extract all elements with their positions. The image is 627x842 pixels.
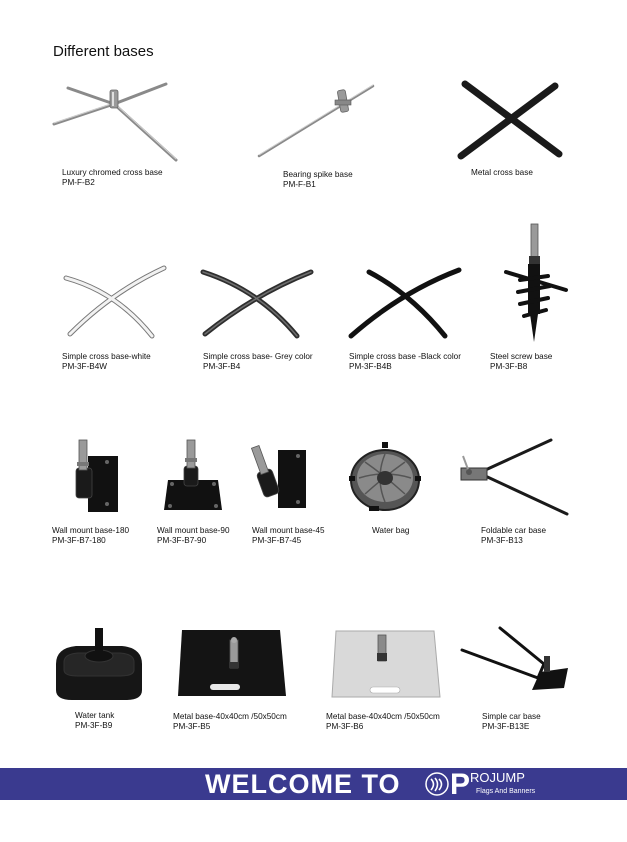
brand-rest: ROJUMP bbox=[470, 770, 525, 785]
bearing-spike-base-image bbox=[255, 80, 380, 160]
caption-foldable-car-base: Foldable car base PM-3F-B13 bbox=[481, 526, 547, 545]
foldable-car-base-image bbox=[455, 434, 575, 519]
simple-cross-base-white-image bbox=[62, 262, 172, 342]
caption-steel-screw-base: Steel screw base PM-3F-B8 bbox=[490, 352, 553, 371]
caption-simple-cross-base-grey: Simple cross base- Grey color PM-3F-B4 bbox=[203, 352, 313, 371]
brand-initial: P bbox=[450, 768, 471, 800]
caption-bearing-spike-base: Bearing spike base PM-F-B1 bbox=[283, 170, 353, 189]
wall-mount-base-45-image bbox=[250, 440, 310, 520]
caption-metal-base-silver: Metal base-40x40cm /50x50cm PM-3F-B6 bbox=[326, 712, 440, 731]
brand-name bbox=[450, 768, 525, 800]
caption-metal-base-black: Metal base-40x40cm /50x50cm PM-3F-B5 bbox=[173, 712, 287, 731]
page-title: Different bases bbox=[53, 43, 154, 60]
wall-mount-base-90-image bbox=[160, 436, 225, 516]
water-tank-image bbox=[52, 626, 147, 704]
welcome-text: WELCOME TO bbox=[205, 769, 401, 799]
simple-cross-base-black-image bbox=[345, 264, 465, 344]
metal-base-black-image bbox=[176, 624, 288, 702]
brand-tagline: Flags And Banners bbox=[476, 788, 536, 795]
caption-simple-car-base: Simple car base PM-3F-B13E bbox=[482, 712, 541, 731]
caption-wall-mount-base-45: Wall mount base-45 PM-3F-B7-45 bbox=[252, 526, 325, 545]
luxury-chromed-cross-base-image bbox=[52, 78, 182, 163]
wall-mount-base-180-image bbox=[62, 436, 122, 516]
caption-simple-cross-base-black: Simple cross base -Black color PM-3F-B4B bbox=[349, 352, 461, 371]
simple-car-base-image bbox=[460, 626, 575, 701]
caption-luxury-chromed-cross-base: Luxury chromed cross base PM-F-B2 bbox=[62, 168, 163, 187]
water-bag-image bbox=[345, 440, 425, 515]
caption-water-tank: Water tank PM-3F-B9 bbox=[75, 711, 115, 730]
projump-logo-icon bbox=[424, 771, 450, 800]
caption-wall-mount-base-180: Wall mount base-180 PM-3F-B7-180 bbox=[52, 526, 130, 545]
metal-cross-base-image bbox=[455, 78, 570, 163]
caption-wall-mount-base-90: Wall mount base-90 PM-3F-B7-90 bbox=[157, 526, 230, 545]
caption-water-bag: Water bag bbox=[372, 526, 410, 535]
welcome-banner bbox=[0, 768, 627, 800]
caption-metal-cross-base: Metal cross base bbox=[471, 168, 533, 177]
steel-screw-base-image bbox=[500, 220, 570, 345]
metal-base-silver-image bbox=[330, 627, 442, 702]
simple-cross-base-grey-image bbox=[197, 262, 317, 342]
caption-simple-cross-base-white: Simple cross base-white PM-3F-B4W bbox=[62, 352, 151, 371]
